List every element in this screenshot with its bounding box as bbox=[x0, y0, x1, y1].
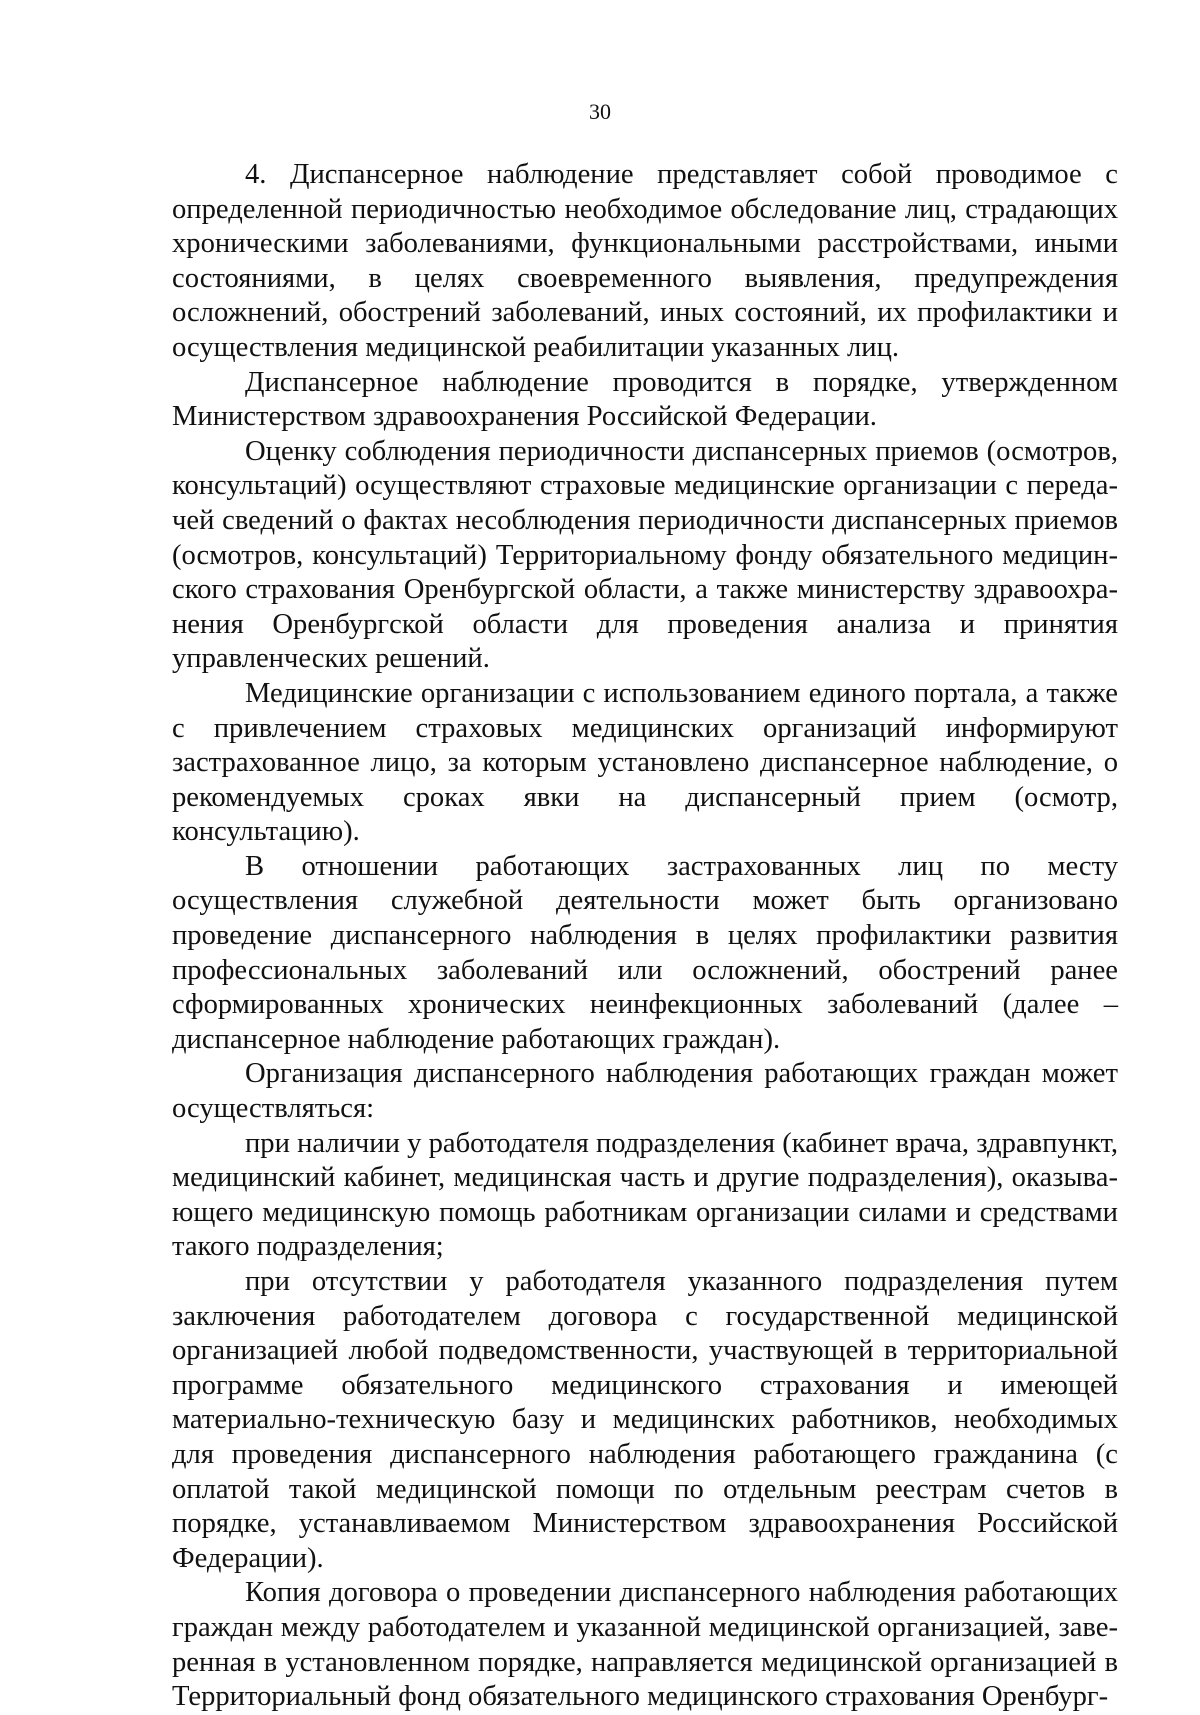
list-item-employer-unit: при наличии у работодателя подразделения (кабинет врача, здравпункт, медицинский кабинет, медицинская часть и другие подразделения), оказывающего медицинскую помощь работникам организации силами и средствами такого подразделения; bbox=[172, 1127, 1118, 1263]
page-number: 30 bbox=[589, 99, 611, 124]
paragraph-periodicity-assessment: Оценку соблюдения периодичности диспансерных приемов (осмотров, консультаций) осуществляют страховые медицинские организации с передачей сведений о фактах несоблюдения периодичности диспансерных приемов (осмотров, консультаций) Территориальному фонду обязательного медицинского страхования Оренбургской области, а также министерству здравоохранения Оренбургской области для проведения анализа и принятия управленческих решений. bbox=[172, 435, 1118, 675]
document-body bbox=[172, 158, 1118, 1715]
paragraph-contract-copy: Копия договора о проведении диспансерного наблюдения работающих граждан между работодателем и указанной медицинской организацией, заверенная в установленном порядке, направляется медицинской организацией в Территориальный фонд обязательного медицинского страхования Оренбург- bbox=[172, 1577, 1118, 1713]
paragraph-organization: Организация диспансерного наблюдения работающих граждан может осуществляться: bbox=[172, 1058, 1118, 1125]
paragraph-dispensary-procedure: Диспансерное наблюдение проводится в порядке, утвержденном Министерством здравоохранения Российской Федерации. bbox=[172, 366, 1118, 433]
paragraph-working-insured: В отношении работающих застрахованных лиц по месту осуществления служебной деятельности может быть организовано проведение диспансерного наблюдения в целях профилактики развития профессиональных заболеваний или осложнений, обострений ранее сформированных хронических неинфекционных заболеваний (далее – диспансерное наблюдение работающих граждан). bbox=[172, 850, 1118, 1055]
list-item-employer-contract: при отсутствии у работодателя указанного подразделения путем заключения работодателем договора с государственной медицинской организацией любой подведомственности, участвующей в территориальной программе обязательного медицинского страхования и имеющей материально-техническую базу и медицинских работников, необходимых для проведения диспансерного наблюдения работающего гражданина (с оплатой такой медицинской помощи по отдельным реестрам счетов в порядке, устанавливаемом Министерством здравоохранения Российской Федерации). bbox=[172, 1266, 1118, 1574]
paragraph-dispensary-definition: 4. Диспансерное наблюдение представляет собой проводимое с определенной периодичностью необходимое обследование лиц, страдающих хроническими заболеваниями, функциональными расстройствами, иными состояниями, в целях своевременного выявления, предупреждения осложнений, обострений заболеваний, иных состояний, их профилактики и осуществления медицинской реабилитации указанных лиц. bbox=[172, 159, 1118, 363]
paragraph-informing-insured: Медицинские организации с использованием единого портала, а также с привлечением страховых медицинских организаций информируют застрахованное лицо, за которым установлено диспансерное наблюдение, о рекомендуемых сроках явки на диспансерный прием (осмотр, консультацию). bbox=[172, 677, 1118, 848]
